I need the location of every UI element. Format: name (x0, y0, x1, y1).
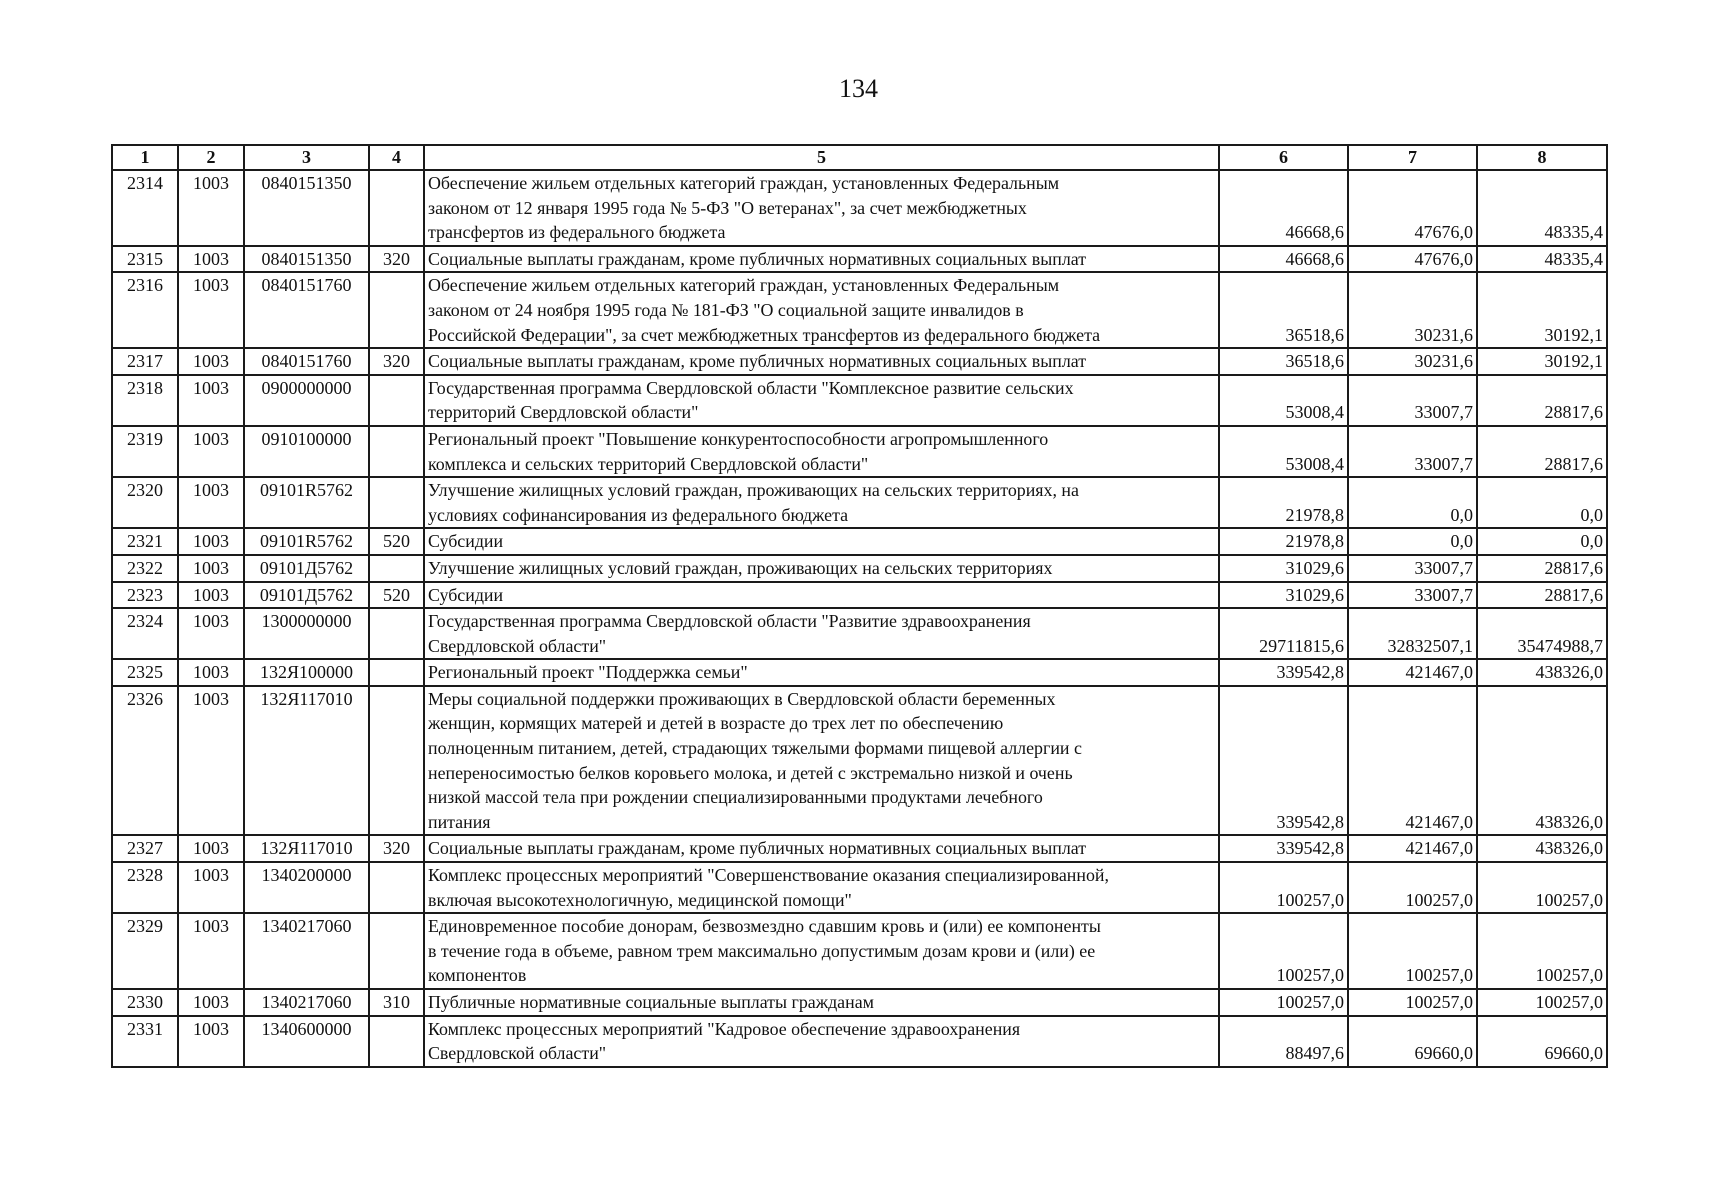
value-col6-cell: 53008,4 (1219, 375, 1348, 426)
description-line: Свердловской области" (428, 1043, 607, 1064)
expense-type-cell: 310 (369, 989, 424, 1016)
description-line: Единовременное пособие донорам, безвозмездно сдавшим кровь и (или) ее компоненты (428, 916, 1101, 937)
value-col8-cell: 48335,4 (1477, 170, 1607, 246)
target-code-cell: 09101R5762 (244, 477, 369, 528)
description-cell (424, 348, 1219, 375)
table-row (112, 608, 1607, 659)
section-cell: 1003 (178, 835, 244, 862)
description-line: непереносимостью белков коровьего молока, и детей с экстремально низкой и очень (428, 762, 1073, 783)
description-cell (424, 686, 1219, 836)
column-header: 7 (1348, 145, 1477, 170)
value-col8-cell: 28817,6 (1477, 555, 1607, 582)
value-col8-cell: 100257,0 (1477, 862, 1607, 913)
value-col6-cell: 53008,4 (1219, 426, 1348, 477)
target-code-cell: 0840151350 (244, 170, 369, 246)
value-col7-cell: 421467,0 (1348, 686, 1477, 836)
description-line: низкой массой тела при рождении специализированными продуктами лечебного (428, 787, 1043, 808)
description-line: Меры социальной поддержки проживающих в Свердловской области беременных (428, 688, 1056, 709)
description-line: Государственная программа Свердловской области "Развитие здравоохранения (428, 611, 1031, 632)
table-row (112, 246, 1607, 273)
description-line: Государственная программа Свердловской области "Комплексное развитие сельских (428, 377, 1074, 398)
value-col8-cell: 0,0 (1477, 477, 1607, 528)
row-number-cell: 2321 (112, 528, 178, 555)
target-code-cell: 0840151760 (244, 272, 369, 348)
row-number-cell: 2314 (112, 170, 178, 246)
page-number: 134 (839, 74, 878, 103)
description-line: в течение года в объеме, равном трем максимально допустимым дозам крови и (или) ее (428, 940, 1096, 961)
description-cell (424, 659, 1219, 686)
section-cell: 1003 (178, 348, 244, 375)
description-cell (424, 1016, 1219, 1067)
description-line: включая высокотехнологичную, медицинской помощи" (428, 889, 852, 910)
description-cell (424, 989, 1219, 1016)
table-row (112, 375, 1607, 426)
section-cell: 1003 (178, 1016, 244, 1067)
section-cell: 1003 (178, 659, 244, 686)
section-cell: 1003 (178, 246, 244, 273)
header-row (112, 145, 1607, 170)
table-row (112, 272, 1607, 348)
description-line: компонентов (428, 965, 527, 986)
section-cell: 1003 (178, 426, 244, 477)
section-cell: 1003 (178, 170, 244, 246)
row-number-cell: 2327 (112, 835, 178, 862)
table-row (112, 426, 1607, 477)
value-col6-cell: 21978,8 (1219, 477, 1348, 528)
description-cell (424, 426, 1219, 477)
value-col6-cell: 339542,8 (1219, 835, 1348, 862)
value-col8-cell: 100257,0 (1477, 913, 1607, 989)
value-col7-cell: 0,0 (1348, 477, 1477, 528)
row-number-cell: 2323 (112, 582, 178, 609)
target-code-cell: 0910100000 (244, 426, 369, 477)
table-row (112, 1016, 1607, 1067)
target-code-cell: 132Я117010 (244, 835, 369, 862)
expense-type-cell: 520 (369, 582, 424, 609)
expense-type-cell: 320 (369, 348, 424, 375)
description-line: законом от 12 января 1995 года № 5-ФЗ "О ветеранах", за счет межбюджетных (428, 197, 1027, 218)
value-col7-cell: 33007,7 (1348, 582, 1477, 609)
description-cell (424, 862, 1219, 913)
value-col7-cell: 100257,0 (1348, 989, 1477, 1016)
target-code-cell: 0900000000 (244, 375, 369, 426)
target-code-cell: 09101R5762 (244, 528, 369, 555)
description-cell (424, 272, 1219, 348)
section-cell: 1003 (178, 582, 244, 609)
value-col8-cell: 438326,0 (1477, 686, 1607, 836)
table-row (112, 170, 1607, 246)
row-number-cell: 2316 (112, 272, 178, 348)
row-number-cell: 2328 (112, 862, 178, 913)
expense-type-cell (369, 686, 424, 836)
section-cell: 1003 (178, 913, 244, 989)
target-code-cell: 09101Д5762 (244, 555, 369, 582)
description-line: территорий Свердловской области" (428, 402, 699, 423)
description-line: Комплекс процессных мероприятий "Кадровое обеспечение здравоохранения (428, 1018, 1021, 1039)
description-cell (424, 170, 1219, 246)
section-cell: 1003 (178, 272, 244, 348)
target-code-cell: 09101Д5762 (244, 582, 369, 609)
target-code-cell: 1340217060 (244, 989, 369, 1016)
description-line: Улучшение жилищных условий граждан, проживающих на сельских территориях, на (428, 480, 1079, 501)
description-line: Публичные нормативные социальные выплаты гражданам (428, 992, 874, 1012)
description-line: питания (428, 811, 491, 832)
expense-type-cell (369, 862, 424, 913)
value-col8-cell: 30192,1 (1477, 348, 1607, 375)
column-header: 5 (424, 145, 1219, 170)
row-number-cell: 2325 (112, 659, 178, 686)
row-number-cell: 2330 (112, 989, 178, 1016)
table-row (112, 528, 1607, 555)
expense-type-cell (369, 170, 424, 246)
value-col7-cell: 33007,7 (1348, 375, 1477, 426)
expense-type-cell (369, 477, 424, 528)
description-line: Обеспечение жильем отдельных категорий граждан, установленных Федеральным (428, 173, 1060, 193)
description-cell (424, 608, 1219, 659)
description-cell (424, 375, 1219, 426)
target-code-cell: 0840151760 (244, 348, 369, 375)
expense-type-cell: 320 (369, 246, 424, 273)
description-line: Улучшение жилищных условий граждан, проживающих на сельских территориях (428, 557, 1053, 578)
column-header: 8 (1477, 145, 1607, 170)
value-col8-cell: 100257,0 (1477, 989, 1607, 1016)
row-number-cell: 2326 (112, 686, 178, 836)
value-col6-cell: 21978,8 (1219, 528, 1348, 555)
description-cell (424, 913, 1219, 989)
row-number-cell: 2322 (112, 555, 178, 582)
row-number-cell: 2329 (112, 913, 178, 989)
row-number-cell: 2317 (112, 348, 178, 375)
row-number-cell: 2331 (112, 1016, 178, 1067)
description-cell (424, 528, 1219, 555)
table-row (112, 835, 1607, 862)
column-header: 3 (244, 145, 369, 170)
value-col7-cell: 100257,0 (1348, 913, 1477, 989)
table-row (112, 659, 1607, 686)
description-line: Субсидии (428, 584, 504, 605)
description-line: Социальные выплаты гражданам, кроме публичных нормативных социальных выплат (428, 248, 1087, 269)
target-code-cell: 1340600000 (244, 1016, 369, 1067)
section-cell: 1003 (178, 477, 244, 528)
description-cell (424, 246, 1219, 273)
table-row (112, 989, 1607, 1016)
description-line: Социальные выплаты гражданам, кроме публичных нормативных социальных выплат (428, 351, 1087, 372)
value-col6-cell: 100257,0 (1219, 862, 1348, 913)
expense-type-cell (369, 608, 424, 659)
value-col7-cell: 47676,0 (1348, 170, 1477, 246)
description-line: Российской Федерации", за счет межбюджетных трансфертов из федерального бюджета (428, 324, 1101, 345)
value-col6-cell: 31029,6 (1219, 582, 1348, 609)
expense-type-cell (369, 659, 424, 686)
section-cell: 1003 (178, 375, 244, 426)
target-code-cell: 1340217060 (244, 913, 369, 989)
table-row (112, 686, 1607, 836)
row-number-cell: 2324 (112, 608, 178, 659)
section-cell: 1003 (178, 555, 244, 582)
value-col8-cell: 438326,0 (1477, 835, 1607, 862)
value-col6-cell: 29711815,6 (1219, 608, 1348, 659)
description-line: Региональный проект "Поддержка семьи" (428, 662, 748, 683)
value-col8-cell: 28817,6 (1477, 582, 1607, 609)
expense-type-cell: 520 (369, 528, 424, 555)
table-row (112, 913, 1607, 989)
row-number-cell: 2315 (112, 246, 178, 273)
description-line: полноценным питанием, детей, страдающих тяжелыми формами пищевой аллергии с (428, 738, 1082, 759)
value-col8-cell: 48335,4 (1477, 246, 1607, 273)
section-cell: 1003 (178, 528, 244, 555)
value-col7-cell: 421467,0 (1348, 659, 1477, 686)
description-line: Социальные выплаты гражданам, кроме публичных нормативных социальных выплат (428, 838, 1087, 859)
row-number-cell: 2319 (112, 426, 178, 477)
value-col6-cell: 46668,6 (1219, 246, 1348, 273)
expense-type-cell (369, 375, 424, 426)
table-body (112, 170, 1607, 1067)
target-code-cell: 1300000000 (244, 608, 369, 659)
value-col7-cell: 30231,6 (1348, 272, 1477, 348)
row-number-cell: 2318 (112, 375, 178, 426)
value-col7-cell: 421467,0 (1348, 835, 1477, 862)
description-line: законом от 24 ноября 1995 года № 181-ФЗ "О социальной защите инвалидов в (428, 299, 1024, 320)
description-line: Комплекс процессных мероприятий "Совершенствование оказания специализированной, (428, 865, 1109, 886)
value-col8-cell: 30192,1 (1477, 272, 1607, 348)
description-line: Обеспечение жильем отдельных категорий граждан, установленных Федеральным (428, 275, 1060, 296)
expense-type-cell: 320 (369, 835, 424, 862)
value-col8-cell: 0,0 (1477, 528, 1607, 555)
value-col8-cell: 28817,6 (1477, 375, 1607, 426)
value-col7-cell: 33007,7 (1348, 555, 1477, 582)
description-line: Субсидии (428, 531, 504, 552)
value-col6-cell: 100257,0 (1219, 989, 1348, 1016)
description-cell (424, 477, 1219, 528)
value-col7-cell: 69660,0 (1348, 1016, 1477, 1067)
section-cell: 1003 (178, 686, 244, 836)
value-col8-cell: 35474988,7 (1477, 608, 1607, 659)
description-cell (424, 555, 1219, 582)
row-number-cell: 2320 (112, 477, 178, 528)
description-line: трансфертов из федерального бюджета (428, 222, 726, 243)
value-col6-cell: 88497,6 (1219, 1016, 1348, 1067)
section-cell: 1003 (178, 862, 244, 913)
budget-table (111, 144, 1608, 1068)
value-col6-cell: 46668,6 (1219, 170, 1348, 246)
column-header: 6 (1219, 145, 1348, 170)
expense-type-cell (369, 426, 424, 477)
value-col7-cell: 100257,0 (1348, 862, 1477, 913)
value-col6-cell: 339542,8 (1219, 686, 1348, 836)
value-col8-cell: 28817,6 (1477, 426, 1607, 477)
section-cell: 1003 (178, 989, 244, 1016)
value-col7-cell: 30231,6 (1348, 348, 1477, 375)
target-code-cell: 132Я117010 (244, 686, 369, 836)
value-col6-cell: 31029,6 (1219, 555, 1348, 582)
column-header: 4 (369, 145, 424, 170)
target-code-cell: 132Я100000 (244, 659, 369, 686)
description-line: Региональный проект "Повышение конкурентоспособности агропромышленного (428, 428, 1049, 449)
description-line: условиях софинансирования из федерального бюджета (428, 504, 849, 525)
table-row (112, 348, 1607, 375)
table-row (112, 582, 1607, 609)
description-cell (424, 582, 1219, 609)
value-col6-cell: 100257,0 (1219, 913, 1348, 989)
table-row (112, 555, 1607, 582)
section-cell: 1003 (178, 608, 244, 659)
target-code-cell: 0840151350 (244, 246, 369, 273)
expense-type-cell (369, 555, 424, 582)
value-col7-cell: 32832507,1 (1348, 608, 1477, 659)
value-col6-cell: 36518,6 (1219, 272, 1348, 348)
value-col7-cell: 47676,0 (1348, 246, 1477, 273)
description-line: комплекса и сельских территорий Свердловской области" (428, 453, 869, 474)
expense-type-cell (369, 272, 424, 348)
value-col7-cell: 33007,7 (1348, 426, 1477, 477)
table-row (112, 862, 1607, 913)
value-col8-cell: 69660,0 (1477, 1016, 1607, 1067)
value-col7-cell: 0,0 (1348, 528, 1477, 555)
value-col6-cell: 36518,6 (1219, 348, 1348, 375)
value-col8-cell: 438326,0 (1477, 659, 1607, 686)
expense-type-cell (369, 913, 424, 989)
column-header: 2 (178, 145, 244, 170)
expense-type-cell (369, 1016, 424, 1067)
target-code-cell: 1340200000 (244, 862, 369, 913)
column-header: 1 (112, 145, 178, 170)
description-line: Свердловской области" (428, 635, 607, 656)
table-row (112, 477, 1607, 528)
description-cell (424, 835, 1219, 862)
value-col6-cell: 339542,8 (1219, 659, 1348, 686)
description-line: женщин, кормящих матерей и детей в возрасте до трех лет по обеспечению (428, 713, 1004, 734)
